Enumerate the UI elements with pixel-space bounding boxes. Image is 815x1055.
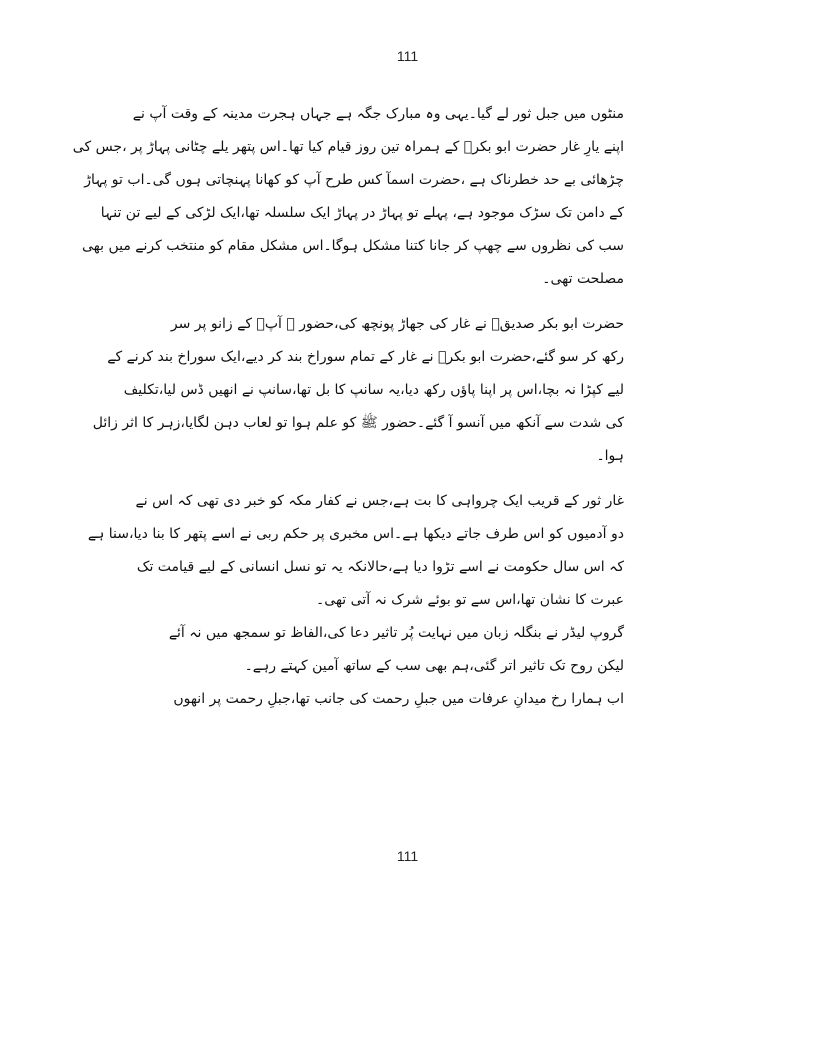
text-line: عبرت کا نشان تھا،اس سے تو بوئے شرک نہ آتی تھی۔: [315, 592, 624, 608]
text-line: اپنے یارِ غار حضرت ابو بکرؓ کے ہمراہ تین روز قیام کیا تھا۔اس پتھر یلے چٹانی پہاڑ پر ،جس کی: [72, 139, 624, 155]
body-text: [72, 98, 624, 716]
text-line: کے دامن تک سڑک موجود ہے، پہلے تو پہاڑ در پہاڑ ایک سلسلہ تھا،ایک لڑکی کے لیے تن تنہا: [100, 205, 624, 221]
text-line: لیے کپڑا نہ بچا،اس پر اپنا پاؤں رکھ دیا،یہ سانپ کا بل تھا،سانپ نے انھیں ڈس لیا،تکلیف: [123, 382, 624, 398]
paragraph-5: [173, 683, 624, 716]
text-line: گروپ لیڈر نے بنگلہ زبان میں نہایت پُر تاثیر دعا کی،الفاظ تو سمجھ میں نہ آئے: [168, 625, 624, 641]
text-line: دو آدمیوں کو اس طرف جاتے دیکھا ہے۔اس مخبری پر حکم ربی نے اسے پتھر کا بنا دیا،سنا ہے: [87, 526, 624, 542]
text-line: رکھ کر سو گئے،حضرت ابو بکرؓ نے غار کے تمام سوراخ بند کر دیے،ایک سوراخ بند کرنے کے: [107, 349, 624, 365]
paragraph-2: [92, 308, 624, 473]
text-line: منٹوں میں جبل ثور لے گیا۔یہی وہ مبارک جگہ ہے جہاں ہجرت مدینہ کے وقت آپ نے: [132, 106, 624, 122]
text-line: اب ہمارا رخ میدانِ عرفات میں جبلِ رحمت کی جانب تھا،جبلِ رحمت پر انھوں: [173, 691, 624, 707]
text-line: غار ثور کے قریب ایک چرواہی کا بت ہے،جس نے کفار مکہ کو خبر دی تھی کہ اس نے: [135, 493, 624, 509]
text-line: کی شدت سے آنکھ میں آنسو آ گئے۔حضور ﷺ کو علم ہوا تو لعاب دہن لگایا،زہر کا اثر زائل: [92, 415, 624, 431]
page-number-bottom: 111: [396, 848, 419, 864]
paragraph-3: [87, 485, 624, 617]
text-line: چڑھائی بے حد خطرناک ہے ،حضرت اسمآ کس طرح آپ کو کھانا پہنچاتی ہوں گی۔اب تو پہاڑ: [84, 172, 624, 188]
text-line: ہوا۔: [596, 448, 624, 464]
paragraph-1: [72, 98, 624, 296]
text-line: لیکن روح تک تاثیر اتر گئی،ہم بھی سب کے ساتھ آمین کہتے رہے۔: [244, 658, 624, 674]
text-line: سب کی نظروں سے چھپ کر جانا کتنا مشکل ہوگا۔اس مشکل مقام کو منتخب کرنے میں بھی: [81, 238, 624, 254]
page-number-top: 111: [396, 48, 419, 64]
text-line: حضرت ابو بکر صدیقؓ نے غار کی جھاڑ پونچھ کی،حضور ﷺ آپؓ کے زانو پر سر: [170, 316, 624, 332]
paragraph-4: [168, 617, 624, 683]
text-line: مصلحت تھی۔: [542, 271, 624, 287]
text-line: کہ اس سال حکومت نے اسے تڑوا دیا ہے،حالانکہ یہ تو نسل انسانی کے لیے قیامت تک: [136, 559, 624, 575]
